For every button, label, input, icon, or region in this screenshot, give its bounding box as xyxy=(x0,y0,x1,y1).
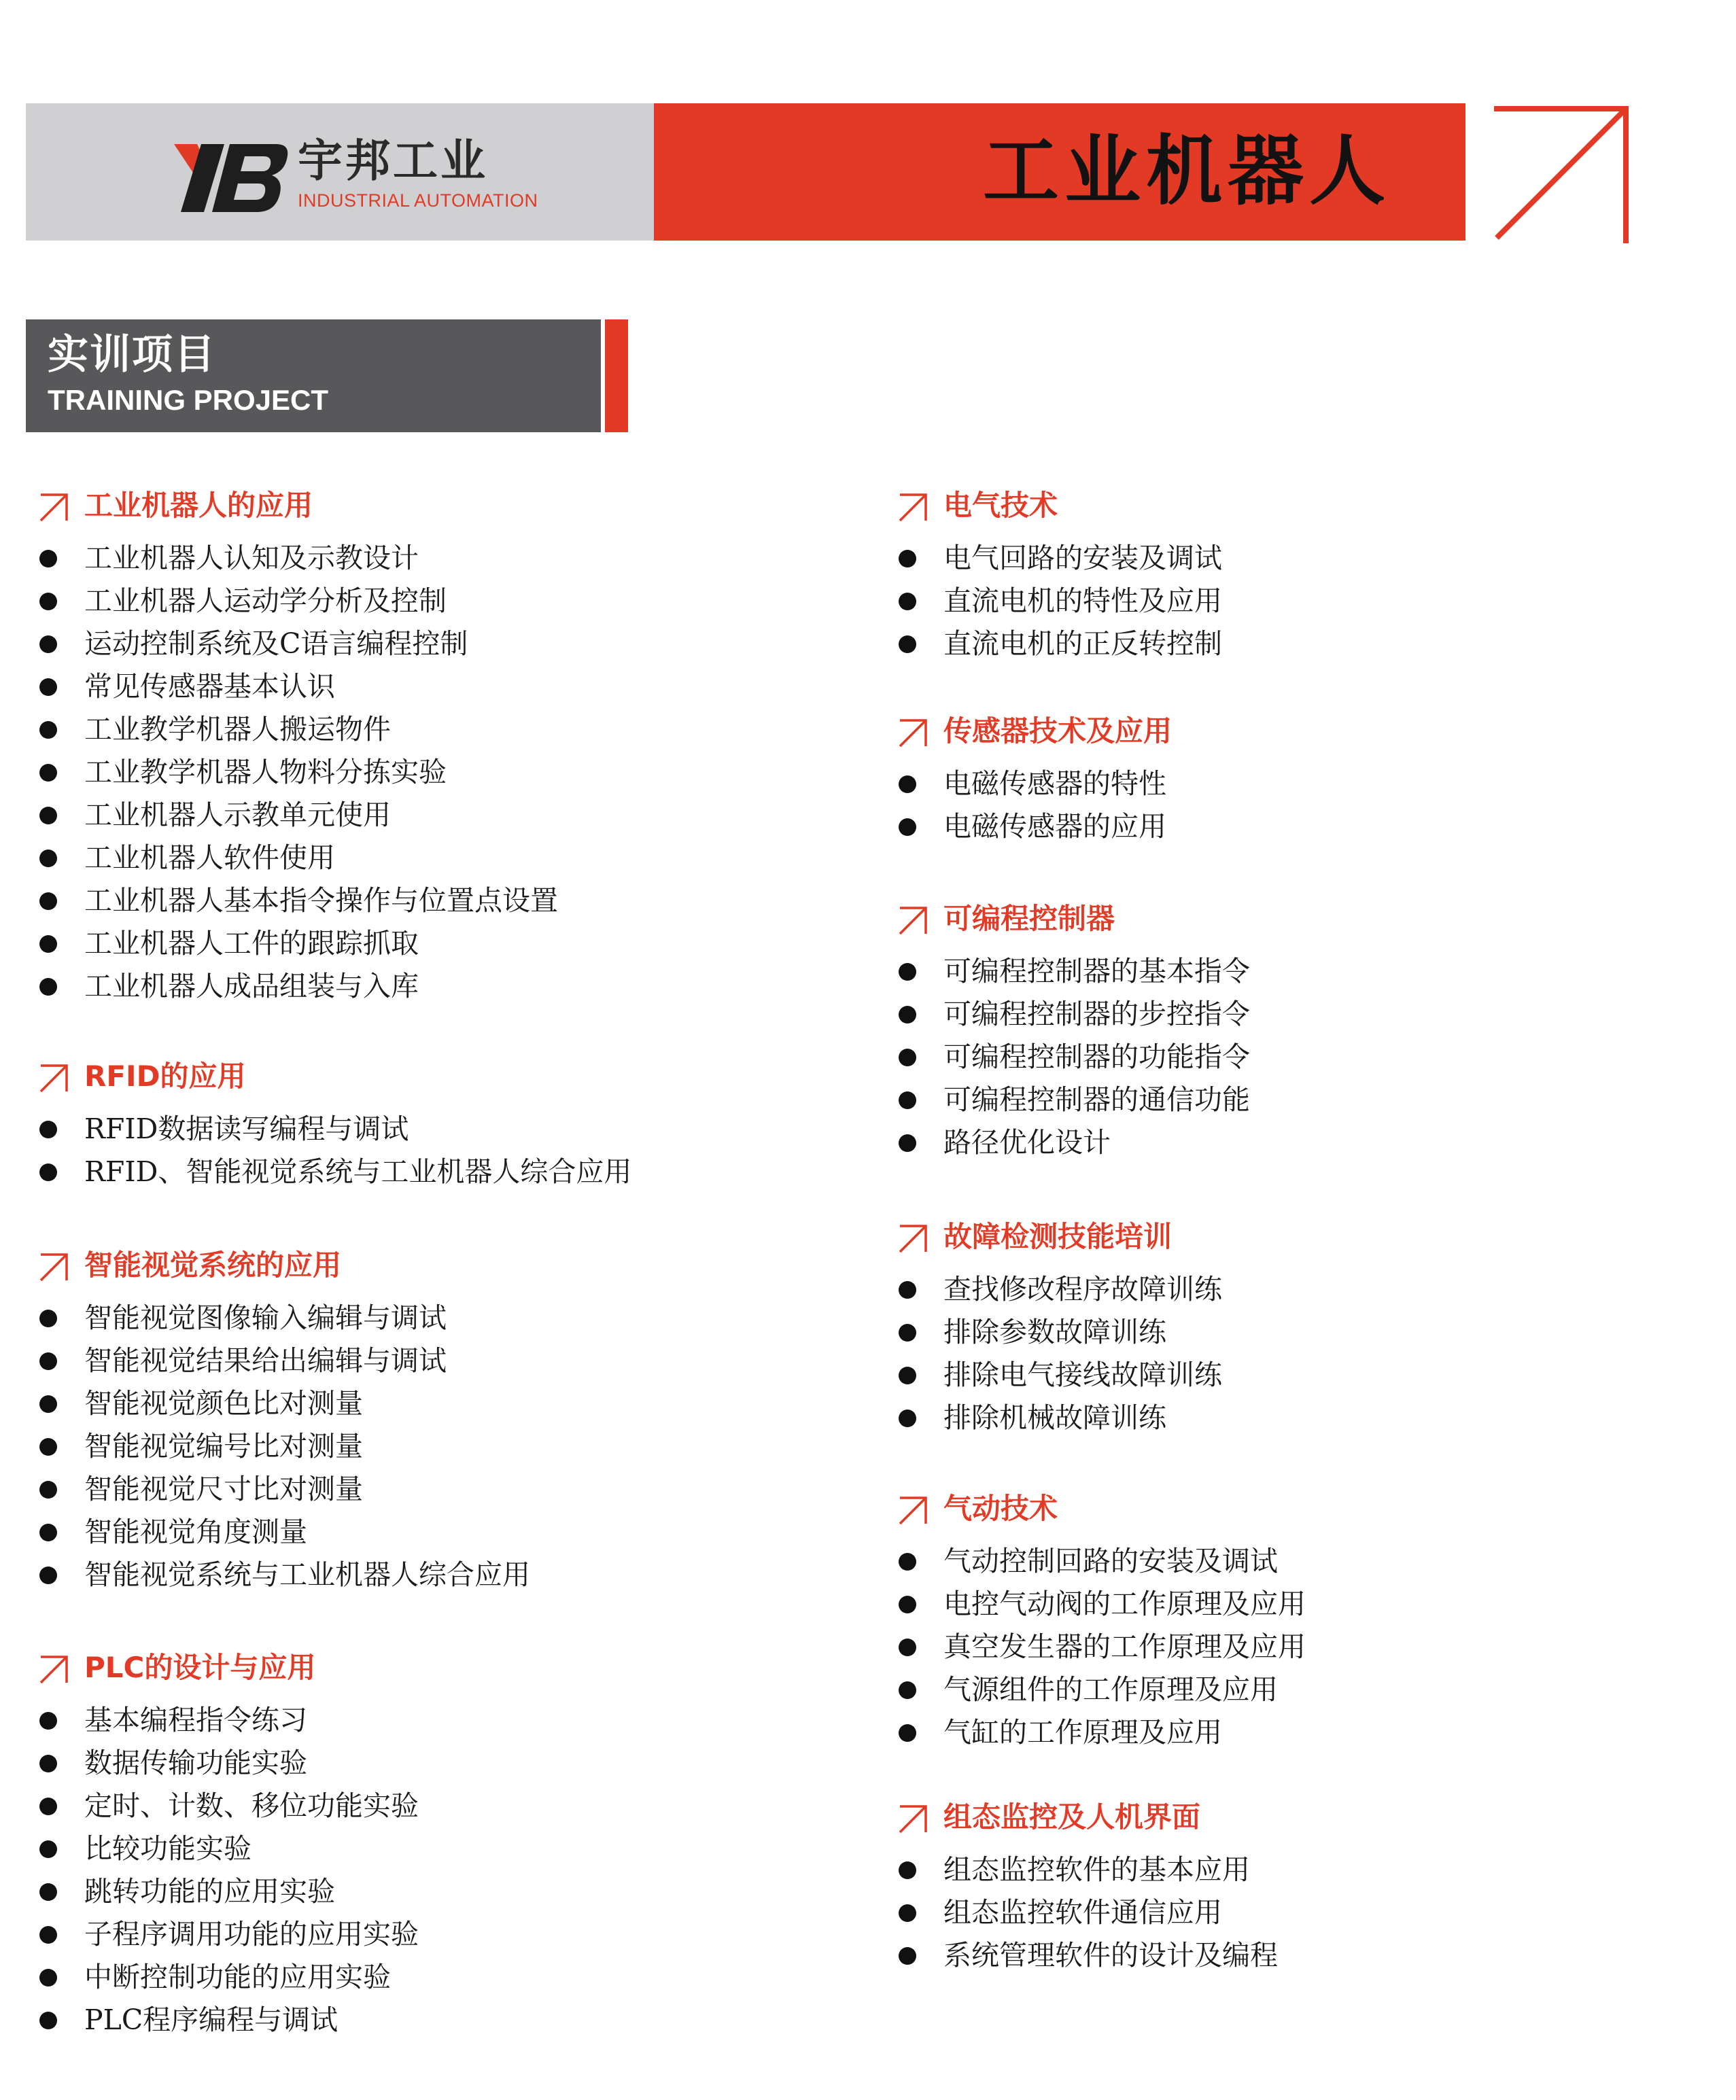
list-item xyxy=(897,1354,1222,1397)
arrow-up-right-icon xyxy=(1486,101,1635,246)
bullet-icon xyxy=(39,1798,57,1815)
list-item-text: 查找修改程序故障训练 xyxy=(943,1273,1222,1306)
bullet-icon xyxy=(899,1134,916,1152)
list-item-text: 路径优化设计 xyxy=(943,1126,1111,1159)
bullet-icon xyxy=(899,550,916,567)
category-block xyxy=(38,485,558,1008)
list-item-text: 基本编程指令练习 xyxy=(84,1704,307,1736)
list-item xyxy=(38,1382,530,1425)
list-item xyxy=(897,1397,1222,1439)
category-header xyxy=(38,485,558,526)
arrow-up-right-icon xyxy=(38,491,71,523)
list-item-text: 电控气动阀的工作原理及应用 xyxy=(943,1588,1306,1620)
list-item-text: 排除参数故障训练 xyxy=(943,1316,1166,1348)
category-title: PLC的设计与应用 xyxy=(84,1651,316,1684)
list-item xyxy=(38,922,558,965)
bullet-icon xyxy=(39,1121,57,1138)
bullet-icon xyxy=(39,1395,57,1413)
bullet-icon xyxy=(899,1049,916,1066)
list-item xyxy=(38,1827,419,1870)
list-item xyxy=(38,1340,530,1382)
category-title: 可编程控制器 xyxy=(943,902,1115,935)
list-item-text: 可编程控制器的功能指令 xyxy=(943,1040,1250,1073)
list-item-text: 工业机器人基本指令操作与位置点设置 xyxy=(84,884,558,917)
company-logo-icon xyxy=(174,144,290,212)
list-item xyxy=(38,665,558,708)
category-list xyxy=(897,537,1222,665)
list-item xyxy=(38,879,558,922)
list-item-text: 组态监控软件的基本应用 xyxy=(943,1853,1250,1886)
list-item xyxy=(38,1699,419,1742)
category-block xyxy=(38,1245,530,1596)
bullet-icon xyxy=(39,1926,57,1944)
category-block xyxy=(897,1217,1222,1439)
section-tag-accent xyxy=(605,319,628,432)
list-item xyxy=(897,805,1166,848)
list-item-text: RFID、智能视觉系统与工业机器人综合应用 xyxy=(84,1155,632,1188)
list-item xyxy=(38,1425,530,1468)
bullet-icon xyxy=(39,978,57,996)
category-header xyxy=(897,1488,1306,1529)
list-item-text: 气源组件的工作原理及应用 xyxy=(943,1673,1278,1706)
category-block xyxy=(38,1056,631,1193)
list-item xyxy=(38,708,558,751)
list-item xyxy=(38,837,558,879)
bullet-icon xyxy=(899,1681,916,1699)
arrow-up-right-icon xyxy=(897,1802,930,1835)
category-block xyxy=(897,1488,1306,1754)
list-item xyxy=(38,623,558,665)
list-item-text: 比较功能实验 xyxy=(84,1832,251,1865)
category-list xyxy=(897,950,1250,1164)
bullet-icon xyxy=(39,1524,57,1541)
list-item xyxy=(38,1554,530,1596)
bullet-icon xyxy=(39,721,57,739)
list-item-text: 直流电机的特性及应用 xyxy=(943,584,1222,617)
list-item xyxy=(897,1891,1278,1934)
category-title: RFID的应用 xyxy=(84,1060,246,1093)
list-item-text: 电气回路的安装及调试 xyxy=(943,542,1222,574)
bullet-icon xyxy=(39,764,57,782)
list-item-text: 工业机器人运动学分析及控制 xyxy=(84,584,447,617)
category-header xyxy=(897,485,1222,526)
category-header xyxy=(897,1217,1222,1257)
list-item-text: 直流电机的正反转控制 xyxy=(943,627,1222,660)
arrow-up-right-icon xyxy=(897,1494,930,1526)
list-item xyxy=(897,993,1250,1036)
bullet-icon xyxy=(39,1163,57,1181)
list-item-text: 跳转功能的应用实验 xyxy=(84,1875,335,1908)
category-title: 故障检测技能培训 xyxy=(943,1220,1173,1253)
bullet-icon xyxy=(39,1969,57,1987)
category-header xyxy=(897,711,1173,752)
category-list xyxy=(897,1849,1278,1977)
list-item xyxy=(897,1036,1250,1079)
bullet-icon xyxy=(39,593,57,610)
category-block xyxy=(897,898,1250,1164)
bullet-icon xyxy=(899,635,916,653)
list-item-text: 数据传输功能实验 xyxy=(84,1747,307,1779)
list-item xyxy=(38,1999,419,2042)
arrow-up-right-icon xyxy=(897,491,930,523)
bullet-icon xyxy=(39,1567,57,1584)
list-item xyxy=(897,1268,1222,1311)
category-title: 工业机器人的应用 xyxy=(84,489,313,522)
list-item xyxy=(38,1785,419,1827)
list-item-text: 智能视觉颜色比对测量 xyxy=(84,1387,363,1420)
list-item xyxy=(38,1468,530,1511)
list-item xyxy=(897,1626,1306,1668)
bullet-icon xyxy=(39,2012,57,2029)
bullet-icon xyxy=(39,1840,57,1858)
bullet-icon xyxy=(39,1310,57,1327)
list-item-text: 智能视觉结果给出编辑与调试 xyxy=(84,1344,447,1377)
bullet-icon xyxy=(899,1324,916,1342)
bullet-icon xyxy=(39,678,57,696)
list-item-text: 工业机器人示教单元使用 xyxy=(84,799,391,831)
bullet-icon xyxy=(39,1481,57,1499)
bullet-icon xyxy=(899,1367,916,1384)
list-item xyxy=(897,1079,1250,1121)
list-item xyxy=(897,537,1222,580)
category-title: 组态监控及人机界面 xyxy=(943,1800,1201,1834)
list-item xyxy=(897,1121,1250,1164)
list-item-text: 电磁传感器的应用 xyxy=(943,810,1166,843)
category-list xyxy=(38,1297,530,1596)
bullet-icon xyxy=(899,1724,916,1742)
list-item xyxy=(38,1913,419,1956)
category-title: 智能视觉系统的应用 xyxy=(84,1248,342,1282)
bullet-icon xyxy=(39,1755,57,1772)
list-item-text: RFID数据读写编程与调试 xyxy=(84,1113,409,1145)
category-block xyxy=(897,711,1173,848)
list-item-text: 智能视觉尺寸比对测量 xyxy=(84,1473,363,1505)
list-item-text: 工业机器人工件的跟踪抓取 xyxy=(84,927,419,960)
bullet-icon xyxy=(899,1639,916,1656)
bullet-icon xyxy=(899,1904,916,1922)
category-title: 气动技术 xyxy=(943,1492,1058,1525)
category-list xyxy=(38,537,558,1008)
category-header xyxy=(897,1797,1278,1838)
list-item-text: 组态监控软件通信应用 xyxy=(943,1896,1222,1929)
list-item-text: 可编程控制器的通信功能 xyxy=(943,1083,1250,1116)
bullet-icon xyxy=(39,550,57,567)
list-item-text: 工业机器人成品组装与入库 xyxy=(84,970,419,1002)
list-item-text: 子程序调用功能的应用实验 xyxy=(84,1918,419,1950)
category-title: 传感器技术及应用 xyxy=(943,714,1173,748)
bullet-icon xyxy=(39,635,57,653)
list-item xyxy=(897,1934,1278,1977)
list-item xyxy=(38,1151,631,1193)
list-item-text: 常见传感器基本认识 xyxy=(84,670,335,703)
bullet-icon xyxy=(39,892,57,910)
list-item xyxy=(897,1849,1278,1891)
arrow-up-right-icon xyxy=(897,716,930,749)
bullet-icon xyxy=(39,1883,57,1901)
list-item xyxy=(38,751,558,794)
category-block xyxy=(897,1797,1278,1977)
bullet-icon xyxy=(899,1410,916,1427)
list-item-text: 定时、计数、移位功能实验 xyxy=(84,1789,419,1822)
list-item-text: 系统管理软件的设计及编程 xyxy=(943,1939,1278,1972)
list-item xyxy=(38,1742,419,1785)
list-item-text: 智能视觉编号比对测量 xyxy=(84,1430,363,1463)
bullet-icon xyxy=(39,850,57,867)
list-item xyxy=(897,1711,1306,1754)
list-item xyxy=(897,623,1222,665)
company-name-cn: 宇邦工业 xyxy=(298,135,488,187)
bullet-icon xyxy=(899,1006,916,1023)
list-item-text: 中断控制功能的应用实验 xyxy=(84,1961,391,1993)
category-header xyxy=(897,898,1250,939)
company-name-en: INDUSTRIAL AUTOMATION xyxy=(298,190,538,211)
list-item-text: 智能视觉角度测量 xyxy=(84,1516,307,1548)
list-item-text: 可编程控制器的基本指令 xyxy=(943,955,1250,987)
bullet-icon xyxy=(39,935,57,953)
section-title-en: TRAINING PROJECT xyxy=(48,384,329,416)
bullet-icon xyxy=(899,963,916,981)
list-item xyxy=(38,1297,530,1340)
list-item-text: 气动控制回路的安装及调试 xyxy=(943,1545,1278,1577)
bullet-icon xyxy=(39,1352,57,1370)
arrow-up-right-icon xyxy=(897,904,930,937)
list-item xyxy=(38,965,558,1008)
list-item xyxy=(38,1870,419,1913)
list-item xyxy=(897,763,1166,805)
category-list xyxy=(38,1108,631,1193)
category-block xyxy=(38,1647,419,2042)
list-item-text: 可编程控制器的步控指令 xyxy=(943,998,1250,1030)
arrow-up-right-icon xyxy=(38,1653,71,1685)
bullet-icon xyxy=(39,1438,57,1456)
list-item-text: 排除电气接线故障训练 xyxy=(943,1359,1222,1391)
list-item xyxy=(38,794,558,837)
list-item xyxy=(38,537,558,580)
bullet-icon xyxy=(899,1553,916,1571)
category-block xyxy=(897,485,1222,665)
list-item xyxy=(897,1540,1306,1583)
bullet-icon xyxy=(899,593,916,610)
category-header xyxy=(38,1647,419,1688)
bullet-icon xyxy=(899,1596,916,1613)
bullet-icon xyxy=(899,1861,916,1879)
bullet-icon xyxy=(39,807,57,824)
list-item-text: 真空发生器的工作原理及应用 xyxy=(943,1630,1306,1663)
list-item-text: PLC程序编程与调试 xyxy=(84,2003,338,2036)
bullet-icon xyxy=(899,1281,916,1299)
list-item-text: 智能视觉图像输入编辑与调试 xyxy=(84,1301,447,1334)
bullet-icon xyxy=(899,775,916,793)
category-list xyxy=(897,1540,1306,1754)
list-item xyxy=(38,1956,419,1999)
list-item xyxy=(897,1668,1306,1711)
bullet-icon xyxy=(39,1712,57,1730)
list-item-text: 工业机器人认知及示教设计 xyxy=(84,542,419,574)
page-title: 工业机器人 xyxy=(983,127,1391,215)
list-item xyxy=(38,1108,631,1151)
list-item-text: 工业教学机器人搬运物件 xyxy=(84,713,391,746)
category-list xyxy=(897,1268,1222,1439)
bullet-icon xyxy=(899,818,916,836)
section-title-cn: 实训项目 xyxy=(48,331,216,379)
category-header xyxy=(38,1056,631,1097)
list-item xyxy=(897,950,1250,993)
arrow-up-right-icon xyxy=(38,1250,71,1283)
category-list xyxy=(897,763,1166,848)
arrow-up-right-icon xyxy=(897,1222,930,1255)
list-item-text: 智能视觉系统与工业机器人综合应用 xyxy=(84,1558,530,1591)
list-item-text: 排除机械故障训练 xyxy=(943,1401,1166,1434)
bullet-icon xyxy=(899,1947,916,1965)
list-item xyxy=(897,1311,1222,1354)
arrow-up-right-icon xyxy=(38,1062,71,1094)
list-item-text: 气缸的工作原理及应用 xyxy=(943,1716,1222,1749)
list-item xyxy=(897,1583,1306,1626)
list-item-text: 运动控制系统及C语言编程控制 xyxy=(84,627,468,660)
list-item-text: 电磁传感器的特性 xyxy=(943,767,1166,800)
category-title: 电气技术 xyxy=(943,489,1058,522)
bullet-icon xyxy=(899,1091,916,1109)
list-item xyxy=(897,580,1222,623)
list-item-text: 工业教学机器人物料分拣实验 xyxy=(84,756,447,788)
category-header xyxy=(38,1245,530,1286)
list-item xyxy=(38,1511,530,1554)
list-item xyxy=(38,580,558,623)
category-list xyxy=(38,1699,419,2042)
list-item-text: 工业机器人软件使用 xyxy=(84,841,335,874)
